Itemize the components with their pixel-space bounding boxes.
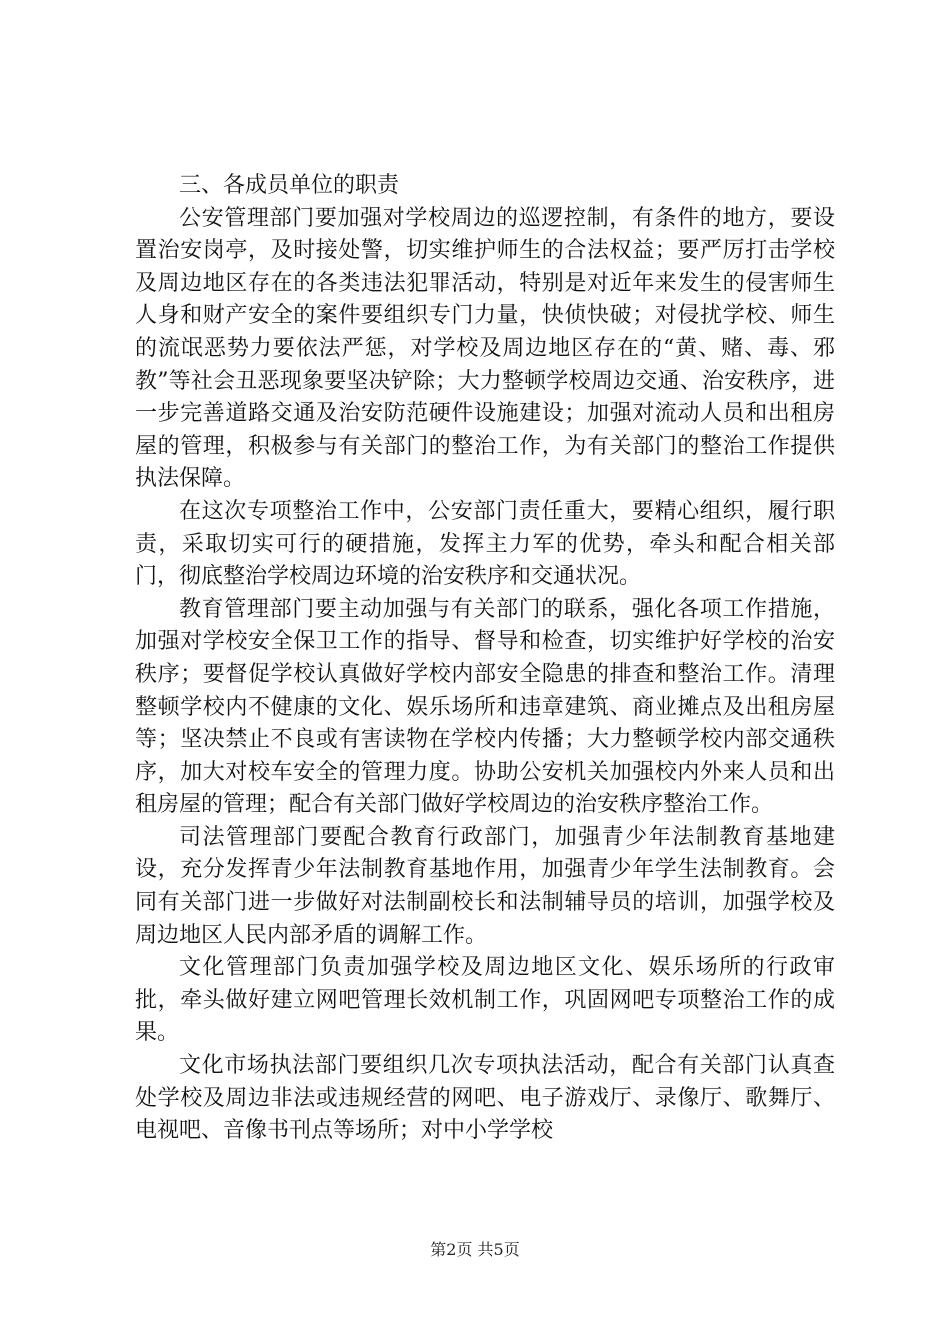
paragraph-judicial: 司法管理部门要配合教育行政部门，加强青少年法制教育基地建设，充分发挥青少年法制教育基地作用，加强青少年学生法制教育。会同有关部门进一步做好对法制副校长和法制辅导员的培训，加强学校及周边地区人民内部矛盾的调解工作。 xyxy=(135,824,835,948)
section-heading: 三、各成员单位的职责 xyxy=(179,173,400,198)
paragraph-public-security: 公安管理部门要加强对学校周边的巡逻控制，有条件的地方，要设置治安岗亭，及时接处警，切实维护师生的合法权益；要严厉打击学校及周边地区存在的各类违法犯罪活动，特别是对近年来发生的侵害师生人身和财产安全的案件要组织专门力量，快侦快破；对侵扰学校、师生的流氓恶势力要依法严惩，对学校及周边地区存在的“黄、赌、毒、邪教”等社会丑恶现象要坚决铲除；大力整顿学校周边交通、治安秩序，进一步完善道路交通及治安防范硬件设施建设；加强对流动人员和出租房屋的管理，积极参与有关部门的整治工作，为有关部门的整治工作提供执法保障。 xyxy=(135,205,835,492)
paragraph-culture-market: 文化市场执法部门要组织几次专项执法活动，配合有关部门认真查处学校及周边非法或违规经营的网吧、电子游戏厅、录像厅、歌舞厅、电视吧、音像书刊点等场所；对中小学学校 xyxy=(135,1053,835,1144)
paragraph-culture: 文化管理部门负责加强学校及周边地区文化、娱乐场所的行政审批，牵头做好建立网吧管理长效机制工作，巩固网吧专项整治工作的成果。 xyxy=(135,955,835,1046)
page-number: 第2页 共5页 xyxy=(430,1240,520,1259)
paragraph-public-security-responsibility: 在这次专项整治工作中，公安部门责任重大，要精心组织，履行职责，采取切实可行的硬措施，发挥主力军的优势，牵头和配合相关部门，彻底整治学校周边环境的治安秩序和交通状况。 xyxy=(135,498,835,590)
paragraph-education: 教育管理部门要主动加强与有关部门的联系，强化各项工作措施，加强对学校安全保卫工作的指导、督导和检查，切实维护好学校的治安秩序；要督促学校认真做好学校内部安全隐患的排查和整治工作。清理整顿学校内不健康的文化、娱乐场所和违章建筑、商业摊点及出租房屋等；坚决禁止不良或有害读物在学校内传播；大力整顿学校内部交通秩序，加大对校车安全的管理力度。协助公安机关加强校内外来人员和出租房屋的管理；配合有关部门做好学校周边的治安秩序整治工作。 xyxy=(135,596,835,818)
document-body xyxy=(135,170,835,1148)
